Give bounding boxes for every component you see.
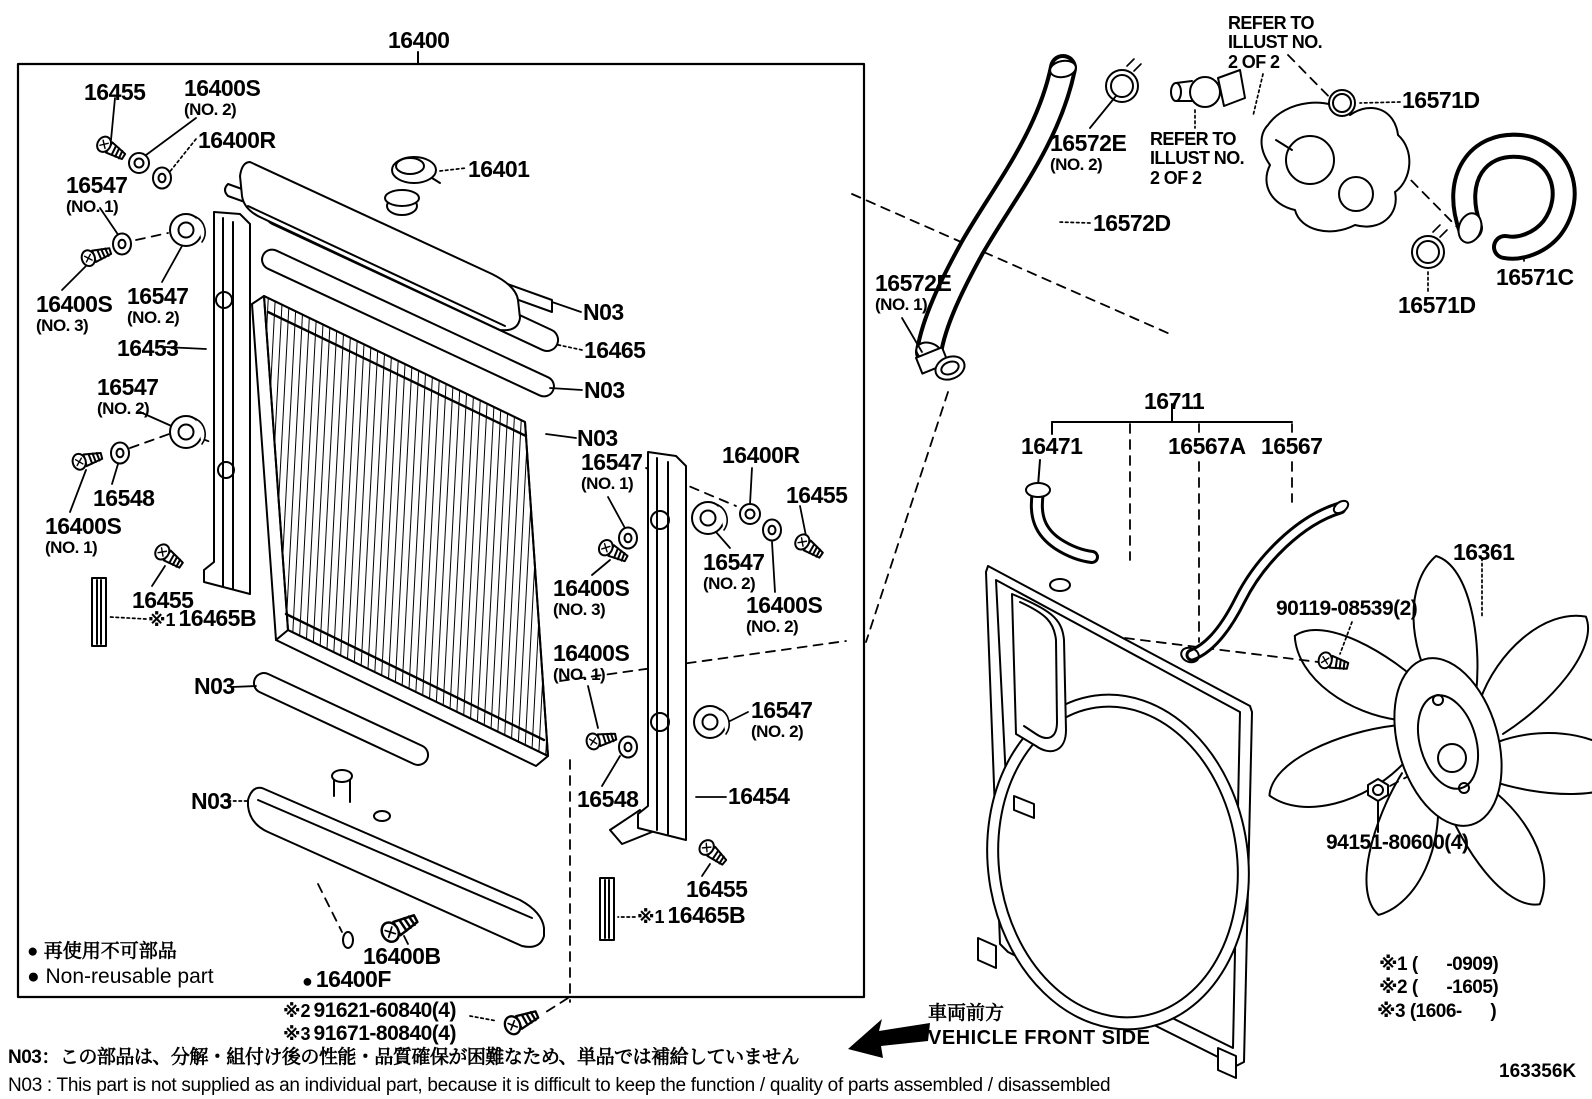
part-label-91621: ※2 91621-60840(4) <box>283 999 456 1022</box>
lower-hose-16571c <box>1455 146 1564 248</box>
part-label-16465: 16465 <box>584 337 646 363</box>
thermostat-housing <box>1262 90 1410 231</box>
upper-hose-16572d <box>914 59 1077 365</box>
part-label-16400f: ● 16400F <box>302 966 391 992</box>
part-label-16400r-mid: 16400R <box>722 442 800 468</box>
part-label-16400r-left: 16400R <box>198 127 276 153</box>
vehicle-front-label-en: VEHICLE FRONT SIDE <box>928 1027 1151 1049</box>
part-label-16361: 16361 <box>1453 539 1515 565</box>
diagram-code: 163356K <box>1499 1061 1577 1082</box>
footnote-n03-jp: N03：この部品は、分解・組付け後の性能・品質確保が困難なため、単品では補給していません <box>8 1047 800 1068</box>
refer-note-1: REFER TO ILLUST NO. 2 OF 2 <box>1228 13 1322 72</box>
part-label-16465b-right: ※1 16465B <box>637 902 746 928</box>
vehicle-front-arrow <box>848 1019 930 1058</box>
part-label-16453: 16453 <box>117 335 179 361</box>
radiator-cap-16401 <box>392 157 440 183</box>
part-label-94151: 94151-80600(4) <box>1326 831 1469 854</box>
part-label-16572e-no2: 16572E (NO. 2) <box>1050 130 1127 174</box>
variant-note-2: ※2 ( -1605) <box>1379 977 1499 998</box>
part-label-90119: 90119-08539(2) <box>1276 597 1418 620</box>
vehicle-front-label-jp: 車両前方 <box>928 1003 1005 1024</box>
part-label-16400b: 16400B <box>363 943 441 969</box>
part-label-n03-1: N03 <box>583 299 624 325</box>
part-label-16548-left: 16548 <box>93 485 155 511</box>
part-label-16571d-lower: 16571D <box>1398 292 1476 318</box>
part-label-16572d: 16572D <box>1093 210 1171 236</box>
part-label-n03-3: N03 <box>577 425 618 451</box>
part-label-16401: 16401 <box>468 156 530 182</box>
fan-nut-94151 <box>1368 779 1388 801</box>
reservoir-hose-16567 <box>1179 498 1350 664</box>
part-label-16455-4: 16455 <box>686 876 748 902</box>
part-label-16400s-no2-mid: 16400S (NO. 2) <box>746 592 823 636</box>
legend-non-reusable-jp: ● 再使用不可部品 <box>27 941 177 962</box>
part-label-16547-no1-mid: 16547 (NO. 1) <box>581 449 643 493</box>
part-label-16400s-no1-mid: 16400S (NO. 1) <box>553 640 630 684</box>
part-label-16567a: 16567A <box>1168 433 1246 459</box>
part-label-16455-3: 16455 <box>786 482 848 508</box>
part-label-16547-no2-mid-lower: 16547 (NO. 2) <box>751 697 813 741</box>
inlet-fitting <box>1171 70 1245 107</box>
part-label-16455-1: 16455 <box>84 79 146 105</box>
fan-shroud-16711 <box>966 566 1270 1078</box>
part-label-16711: 16711 <box>1144 388 1205 414</box>
part-label-16547-no2-mid-upper: 16547 (NO. 2) <box>703 549 765 593</box>
filler-pipe-16471 <box>1026 483 1092 557</box>
radiator-assembly <box>92 157 686 948</box>
part-label-16548-mid: 16548 <box>577 786 639 812</box>
part-label-91671: ※3 91671-80840(4) <box>283 1022 456 1045</box>
strip-16465b-left <box>92 578 106 646</box>
clamp-16572e-no2 <box>1106 59 1141 102</box>
variant-note-1: ※1 ( -0909) <box>1379 954 1499 975</box>
drain-plug-16400b <box>378 910 420 945</box>
part-label-16455-2: 16455 <box>132 587 194 613</box>
part-label-n03-2: N03 <box>584 377 625 403</box>
footnote-n03-en: N03 : This part is not supplied as an individual part, because it is difficult to keep the function / quality of parts assembled / disassembled <box>8 1075 1111 1096</box>
part-label-16400s-no3-mid: 16400S (NO. 3) <box>553 575 630 619</box>
part-label-16572e-no1: 16572E (NO. 1) <box>875 270 952 314</box>
part-label-n03-4: N03 <box>194 673 235 699</box>
part-label-16571c: 16571C <box>1496 264 1574 290</box>
refer-note-2: REFER TO ILLUST NO. 2 OF 2 <box>1150 129 1244 188</box>
part-label-16547-no2-upper-left: 16547 (NO. 2) <box>127 283 189 327</box>
part-label-16471: 16471 <box>1021 433 1083 459</box>
variant-note-3: ※3 (1606- ) <box>1377 1001 1497 1022</box>
part-label-16567: 16567 <box>1261 433 1323 459</box>
clamp-16571d-lower <box>1412 225 1447 268</box>
part-label-16465b-left: ※1 16465B <box>148 605 257 631</box>
part-label-16400s-no3-left: 16400S (NO. 3) <box>36 291 113 335</box>
part-label-16571d-upper: 16571D <box>1402 87 1480 113</box>
part-label-16547-no1-left: 16547 (NO. 1) <box>66 172 128 216</box>
bolt-90119 <box>1317 651 1349 674</box>
part-label-16547-no2-lower-left: 16547 (NO. 2) <box>97 374 159 418</box>
part-label-n03-5: N03 <box>191 788 232 814</box>
legend-non-reusable-en: ● Non-reusable part <box>27 965 214 988</box>
part-label-16400s-no2-left: 16400S (NO. 2) <box>184 75 261 119</box>
strip-16465b-right <box>600 878 614 940</box>
part-label-16400: 16400 <box>388 27 450 53</box>
part-label-16454: 16454 <box>728 783 790 809</box>
oring-16400f <box>343 932 353 948</box>
side-bracket-16453 <box>204 212 250 594</box>
part-label-16400s-no1-left: 16400S (NO. 1) <box>45 513 122 557</box>
